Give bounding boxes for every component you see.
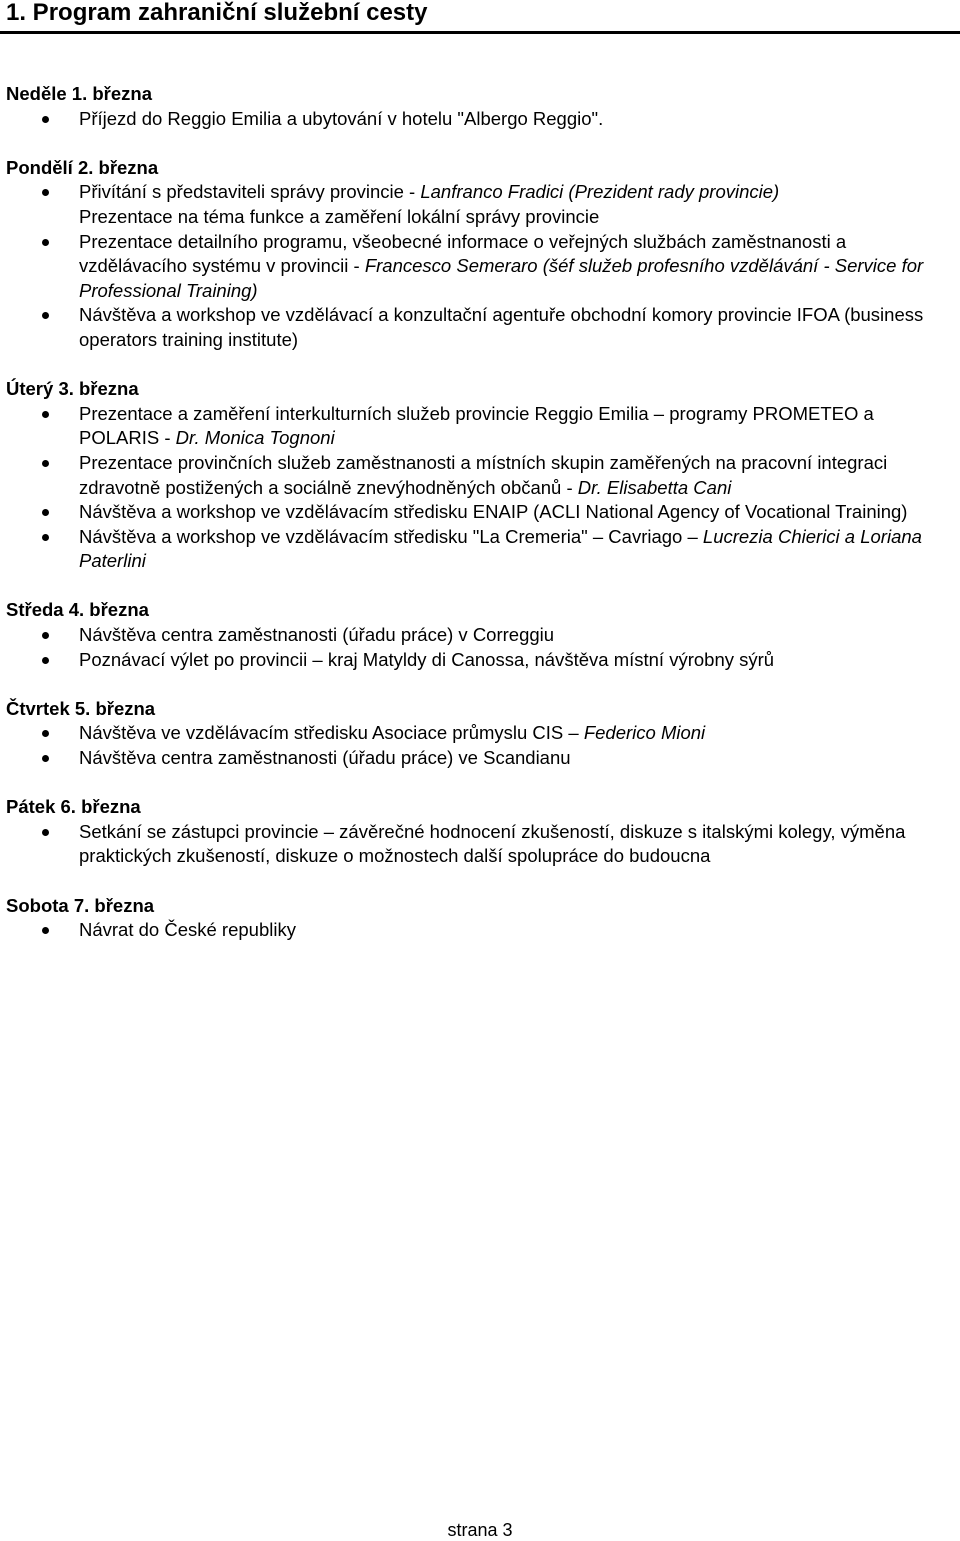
list-item: [6, 623, 951, 648]
day-heading: Čtvrtek 5. března: [6, 697, 156, 719]
list-item: [6, 918, 951, 943]
list-item: [6, 451, 951, 500]
bullet-icon: [42, 657, 49, 664]
item-person-text: Lanfranco Fradici (Prezident rady provincie): [420, 181, 780, 203]
day-heading: Pondělí 2. března: [6, 156, 159, 178]
page-title: 1. Program zahraniční služební cesty: [6, 0, 428, 26]
day-item-list: [6, 180, 951, 352]
item-text: Prezentace na téma funkce a zaměření lokální správy provincie: [79, 205, 600, 227]
bullet-icon: [42, 534, 49, 541]
item-person-text: Francesco Semeraro (šéf služeb profesního vzdělávání - Service for Professional Training): [79, 255, 924, 301]
list-item: [6, 107, 951, 132]
item-text: Prezentace detailního programu, všeobecné informace o veřejných službách zaměstnanosti a vzdělávacího systému v provincii -: [79, 230, 847, 277]
title-bar: [0, 0, 960, 34]
day-heading: Úterý 3. března: [6, 378, 139, 400]
bullet-icon: [42, 116, 49, 123]
day-heading: Neděle 1. března: [6, 83, 153, 104]
list-item: [6, 230, 951, 304]
list-item: [6, 402, 951, 451]
day-item-list: [6, 918, 951, 943]
item-text: Návrat do České republiky: [79, 919, 296, 941]
item-text: Návštěva a workshop ve vzdělávací a konzultační agentuře obchodní komory provincie IFOA (business operators training institute): [79, 304, 924, 350]
item-person-text: Lucrezia Chierici a Loriana Paterlini: [79, 525, 922, 572]
day-heading: Středa 4. března: [6, 599, 149, 621]
item-text: Návštěva a workshop ve vzdělávacím středisku ENAIP (ACLI National Agency of Vocational Training): [79, 501, 908, 523]
day-section: [6, 697, 951, 771]
list-item: [6, 746, 951, 771]
item-text: Návštěva centra zaměstnanosti (úřadu práce) ve Scandianu: [79, 747, 571, 769]
item-text: Prezentace a zaměření interkulturních služeb provincie Reggio Emilia – programy PROMETEO a POLARIS -: [79, 402, 874, 449]
item-text: Návštěva a workshop ve vzdělávacím středisku "La Cremeria" – Cavriago –: [79, 525, 703, 547]
item-text: Prezentace provinčních služeb zaměstnanosti a místních skupin zaměřených na pracovní integraci zdravotně postižených a sociálně znevýhodněných občanů -: [79, 451, 888, 498]
bullet-icon: [42, 312, 49, 319]
day-item-list: [6, 623, 951, 672]
bullet-icon: [42, 927, 49, 934]
item-text: Návštěva centra zaměstnanosti (úřadu práce) v Correggiu: [79, 624, 555, 646]
day-item-list: [6, 820, 951, 869]
list-item: [6, 500, 951, 525]
day-heading: Pátek 6. března: [6, 796, 141, 818]
list-item: [6, 180, 951, 205]
item-person-text: Dr. Monica Tognoni: [175, 427, 335, 449]
item-text: Poznávací výlet po provincii – kraj Matyldy di Canossa, návštěva místní výrobny sýrů: [79, 648, 775, 670]
item-text: Příjezd do Reggio Emilia a ubytování v hotelu "Albergo Reggio".: [79, 107, 604, 129]
bullet-icon: [42, 411, 49, 418]
item-text: Návštěva ve vzdělávacím středisku Asociace průmyslu CIS –: [79, 722, 584, 744]
day-section: [6, 795, 951, 869]
list-item: [6, 820, 951, 869]
item-person-text: Dr. Elisabetta Cani: [577, 476, 732, 498]
bullet-icon: [42, 239, 49, 246]
bullet-icon: [42, 829, 49, 836]
list-item: [6, 525, 951, 574]
day-section: [6, 377, 951, 574]
day-item-list: [6, 402, 951, 574]
day-section: [6, 82, 951, 131]
program-content: [6, 82, 951, 967]
day-section: [6, 598, 951, 672]
item-text: Setkání se zástupci provincie – závěrečné hodnocení zkušeností, diskuze s italskými kolegy, výměna praktických zkušeností, diskuze o možnostech další spolupráce do budoucna: [79, 820, 906, 867]
bullet-icon: [42, 509, 49, 516]
bullet-icon: [42, 755, 49, 762]
bullet-icon: [42, 632, 49, 639]
day-item-list: [6, 721, 951, 770]
list-item: [6, 205, 951, 230]
page-footer: [0, 1519, 960, 1541]
day-item-list: [6, 107, 951, 132]
item-text: Přivítání s představiteli správy provincie -: [79, 181, 421, 203]
day-heading: Sobota 7. března: [6, 894, 155, 916]
day-section: [6, 156, 951, 353]
item-person-text: Federico Mioni: [583, 722, 706, 744]
bullet-icon: [42, 460, 49, 467]
bullet-icon: [42, 189, 49, 196]
list-item: [6, 648, 951, 673]
day-section: [6, 894, 951, 943]
page-number: strana 3: [447, 1520, 513, 1540]
list-item: [6, 721, 951, 746]
bullet-icon: [42, 730, 49, 737]
list-item: [6, 303, 951, 352]
